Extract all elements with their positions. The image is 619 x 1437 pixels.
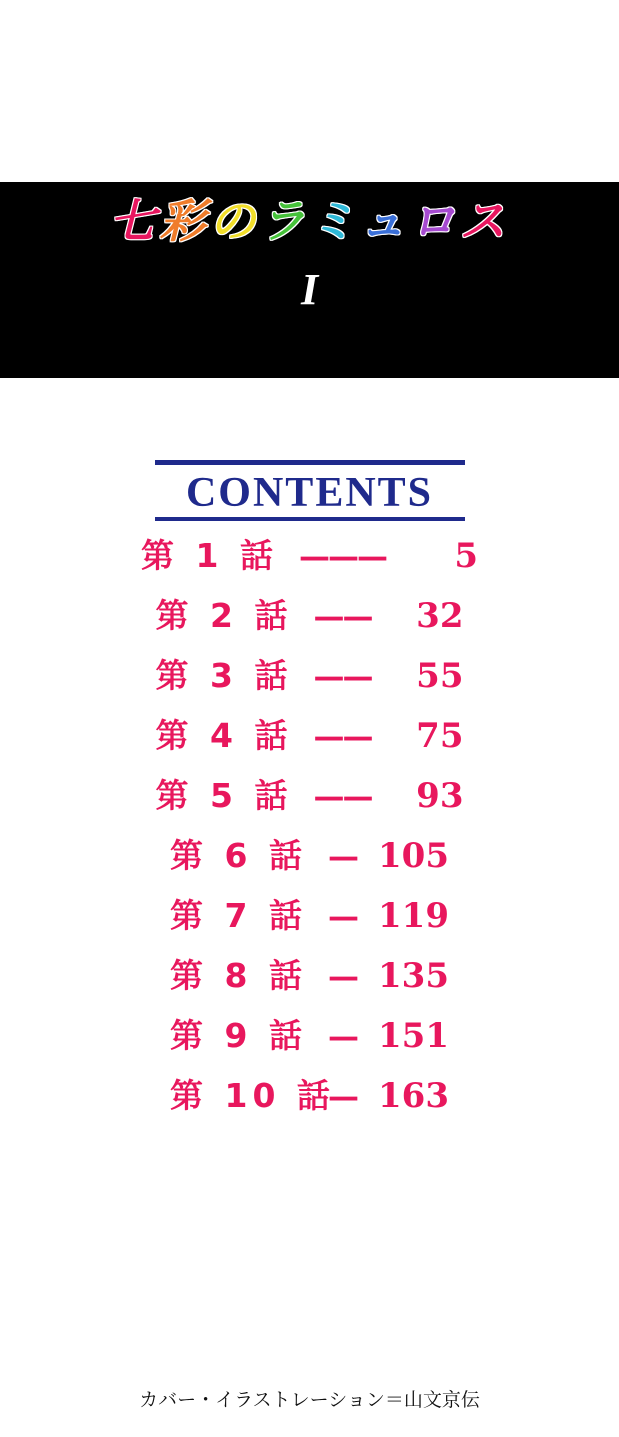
list-item[interactable]	[0, 1076, 619, 1139]
series-title	[0, 196, 619, 247]
toc-entry-page: 55	[416, 656, 464, 697]
series-title-char-3: の	[209, 194, 260, 248]
toc-entry-label: 第 1 話	[141, 536, 278, 576]
toc-entry-page: 163	[378, 1076, 449, 1117]
cover-illustration-credit: カバー・イラストレーション＝山文京伝	[139, 1389, 480, 1411]
list-item[interactable]	[0, 1016, 619, 1079]
contents-heading-box	[155, 460, 465, 521]
contents-heading: CONTENTS	[185, 470, 434, 516]
toc-entry-dash: ——	[313, 719, 372, 756]
list-item[interactable]	[0, 956, 619, 1019]
toc-entry-dash: —	[328, 1079, 357, 1116]
table-of-contents-list	[0, 536, 619, 1139]
series-title-char-5: ミ	[309, 194, 360, 248]
toc-entry-page: 151	[378, 1016, 449, 1057]
toc-entry-page: 93	[416, 776, 464, 817]
series-title-char-6: ュ	[359, 194, 410, 248]
toc-entry-label: 第 9 話	[170, 1016, 307, 1056]
toc-entry-dash: —	[328, 899, 357, 936]
toc-entry-dash: —	[328, 959, 357, 996]
toc-entry-page: 135	[378, 956, 449, 997]
toc-entry-page: 75	[416, 716, 464, 757]
list-item[interactable]	[0, 776, 619, 839]
toc-entry-label: 第 10 話	[170, 1076, 335, 1116]
toc-entry-label: 第 8 話	[170, 956, 307, 996]
toc-entry-dash: ———	[299, 539, 386, 576]
list-item[interactable]	[0, 536, 619, 599]
series-title-char-8: ス	[459, 194, 510, 248]
list-item[interactable]	[0, 656, 619, 719]
toc-entry-dash: ——	[313, 659, 372, 696]
list-item[interactable]	[0, 896, 619, 959]
toc-entry-dash: ——	[313, 779, 372, 816]
toc-entry-dash: ——	[313, 599, 372, 636]
list-item[interactable]	[0, 716, 619, 779]
toc-entry-page: 32	[416, 596, 464, 637]
title-band	[0, 182, 619, 378]
list-item[interactable]	[0, 596, 619, 659]
list-item[interactable]	[0, 836, 619, 899]
toc-entry-page: 119	[378, 896, 449, 937]
toc-entry-label: 第 4 話	[155, 716, 293, 756]
series-title-char-7: ロ	[409, 194, 460, 248]
toc-entry-label: 第 6 話	[170, 836, 307, 876]
contents-section	[0, 460, 619, 1139]
series-title-char-4: ラ	[259, 194, 310, 248]
toc-entry-label: 第 5 話	[155, 776, 293, 816]
volume-number: I	[300, 265, 319, 314]
toc-entry-page: 105	[378, 836, 449, 877]
toc-entry-dash: —	[328, 1019, 357, 1056]
toc-entry-label: 第 3 話	[155, 656, 293, 696]
toc-entry-page: 5	[454, 536, 478, 577]
toc-entry-label: 第 2 話	[155, 596, 293, 636]
toc-entry-dash: —	[328, 839, 357, 876]
series-title-char-2: 彩	[159, 194, 210, 248]
series-title-char-1: 七	[109, 194, 160, 248]
toc-entry-label: 第 7 話	[170, 896, 307, 936]
